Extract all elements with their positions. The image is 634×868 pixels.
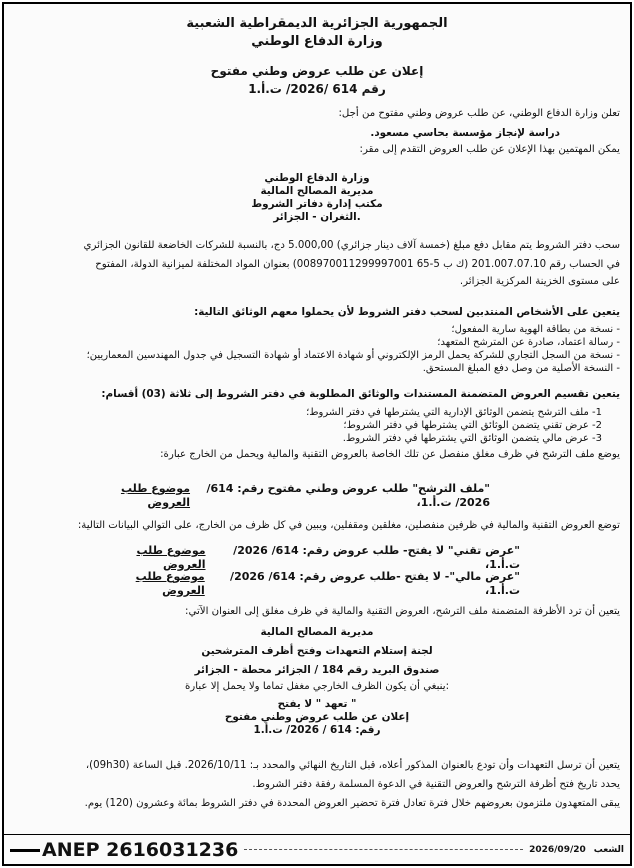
withdraw-intro: يمكن المهتمين بهذا الإعلان عن طلب العروض التقدم إلى مقر: <box>359 143 620 155</box>
offers-note: توضع العروض التقنية والمالية في ظرفين منفصلين، مغلقين ومقفلين، ويبين في كل ظرف من الخارج، على التوالي البيانات التالية: <box>77 520 620 531</box>
footer-newspaper: الشعب <box>593 844 624 855</box>
footer-divider <box>244 849 523 850</box>
ref-label: رقم: 614 / 2026/ ت.أ.1 <box>253 723 381 736</box>
list-item: - النسخة الأصلية من وصل دفع المبلغ المستحق. <box>422 363 620 374</box>
republic-title: الجمهورية الجزائرية الديمقراطية الشعبية <box>186 16 448 31</box>
tech-left: "عرض تقني" لا يفتح- طلب عروض رقم: 614/ 2026/ ت.أ.1، <box>233 544 520 571</box>
opening-text: يحدد تاريخ فتح أظرفة الترشح والعروض التقنية في الدعوة المسلمة رفقة دفتر الشروط. <box>252 778 620 790</box>
payment-line: على مستوى الخزينة المركزية الجزائر. <box>459 275 620 287</box>
list-item: 1- ملف الترشح يتضمن الوثائق الإدارية التي يشترطها في دفتر الشروط؛ <box>306 407 602 418</box>
validity-text: يبقى المتعهدون ملتزمون بعروضهم خلال فترة تعادل فترة تحضير العروض المحددة في دفتر الشروط بمائة وعشرون (120) يوم. <box>84 797 620 809</box>
intro-block <box>14 108 620 157</box>
division-block <box>14 388 620 462</box>
documents-heading: يتعين على الأشخاص المنتدبين لسحب دفتر الشروط لأن يحملوا معهم الوثائق التالية: <box>194 306 620 318</box>
payment-line: سحب دفتر الشروط يتم مقابل دفع مبلغ (خمسة آلاف دينار جزائري) 5.000,00 دج، بالنسبة للشركات الخاضعة للقانون الجزائري <box>83 240 620 251</box>
address-line: وزارة الدفاع الوطني <box>264 172 370 184</box>
fin-right: موضوع طلب العروض <box>135 570 205 597</box>
anep-code-text: ANEP 2616031236 <box>42 838 239 861</box>
tech-right: موضوع طلب العروض <box>136 544 206 571</box>
footer-date: 2026/09/20 <box>529 844 586 855</box>
list-item: - نسخة من بطاقة الهوية سارية المفعول؛ <box>451 324 620 335</box>
closing-block <box>14 760 620 810</box>
payment-line: في الحساب رقم 201.007.07.10 (ك ب 5-65 008970011299997001) بعنوان المواد المختلفة لميزانية الدولة، المفتوح <box>95 258 620 270</box>
header <box>14 16 620 51</box>
fin-left: "عرض مالي"- لا يفتح -طلب عروض رقم: 614/ 2026/ ت.أ.1، <box>230 570 520 597</box>
notice-title: إعلان عن طلب عروض وطني مفتوح <box>210 64 424 78</box>
address-line: مكتب إدارة دفاتر الشروط <box>251 198 383 210</box>
address-line: مديرية المصالح المالية <box>260 185 374 197</box>
documents-list <box>14 323 620 375</box>
directorate: مديرية المصالح المالية <box>260 626 374 638</box>
intro-text: تعلن وزارة الدفاع الوطني، عن طلب عروض وطني مفتوح من أجل: <box>338 108 620 119</box>
tender-label: تعهد " لا يفتح " <box>277 697 357 710</box>
notice-title-block <box>14 64 620 97</box>
submission-intro-block <box>14 606 620 619</box>
list-item: - نسخة من السجل التجاري للشركة يحمل الرمز الإلكتروني أو شهادة الاعتماد أو شهادة التسجيل في جدول المهندسين المعماريين؛ <box>86 350 620 361</box>
footer <box>4 834 630 864</box>
anep-code <box>10 839 238 861</box>
address-line: الثغران - الجزائر. <box>273 211 361 223</box>
candidature-label <box>14 482 620 510</box>
anep-bar-icon <box>10 849 40 852</box>
subject-text: دراسة لإنجاز مؤسسة بحاسي مسعود. <box>370 126 560 139</box>
division-list <box>14 406 602 445</box>
notice-ref: رقم 614 /2026/ ت.أ.1 <box>248 82 386 96</box>
tech-label <box>14 544 620 572</box>
address-block <box>14 172 620 224</box>
notice-page <box>2 2 632 866</box>
ministry-title: وزارة الدفاع الوطني <box>251 34 383 50</box>
offers-note-block <box>14 520 620 533</box>
documents-block <box>14 306 620 375</box>
payment-block <box>14 240 620 288</box>
list-item: 2- عرض تقني يتضمن الوثائق التي يشترطها في دفتر الشروط؛ <box>343 420 602 431</box>
fin-label <box>14 570 620 598</box>
list-item: - رسالة اعتماد، صادرة عن المترشح المتعهد؛ <box>437 337 620 348</box>
candidature-left: "ملف الترشح" طلب عروض وطني مفتوح رقم: 614/ 2026/ ت.أ.1، <box>206 482 490 509</box>
outer-note: ينبغي أن يكون الظرف الخارجي مغفل تماما ولا يحمل إلا عبارة: <box>184 681 450 692</box>
list-item: 3- عرض مالي يتضمن الوثائق التي يشترطها في دفتر الشروط. <box>342 433 602 444</box>
submission-address <box>14 626 620 737</box>
candidature-right: موضوع طلب العروض <box>120 482 191 509</box>
envelope-note: يوضع ملف الترشح في ظرف مغلق منفصل عن تلك الخاصة بالعروض التقنية والمالية ويحمل من الخارج عبارة: <box>160 449 620 460</box>
division-heading: يتعين تقسيم العروض المتضمنة المستندات والوثائق المطلوبة في دفتر الشروط إلى ثلاثة (03) أقسام: <box>101 388 620 400</box>
deadline-text: يتعين أن ترسل التعهدات وأن تودع بالعنوان المذكور أعلاه، قبل التاريخ النهائي والمحدد بـ: 2026/10/11. قبل الساعة (09h30)، <box>85 760 620 771</box>
announce-label: إعلان عن طلب عروض وطني مفتوح <box>224 710 410 723</box>
committee: لجنة إستلام التعهدات وفتح أظرف المترشحين <box>201 645 433 657</box>
po-box: صندوق البريد رقم 184 / الجزائر محطة - الجزائر <box>194 664 440 676</box>
submission-intro: يتعين أن ترد الأظرفة المتضمنة ملف الترشح، العروض التقنية والمالية في ظرف مغلق إلى العنوان الآتي: <box>185 606 620 617</box>
